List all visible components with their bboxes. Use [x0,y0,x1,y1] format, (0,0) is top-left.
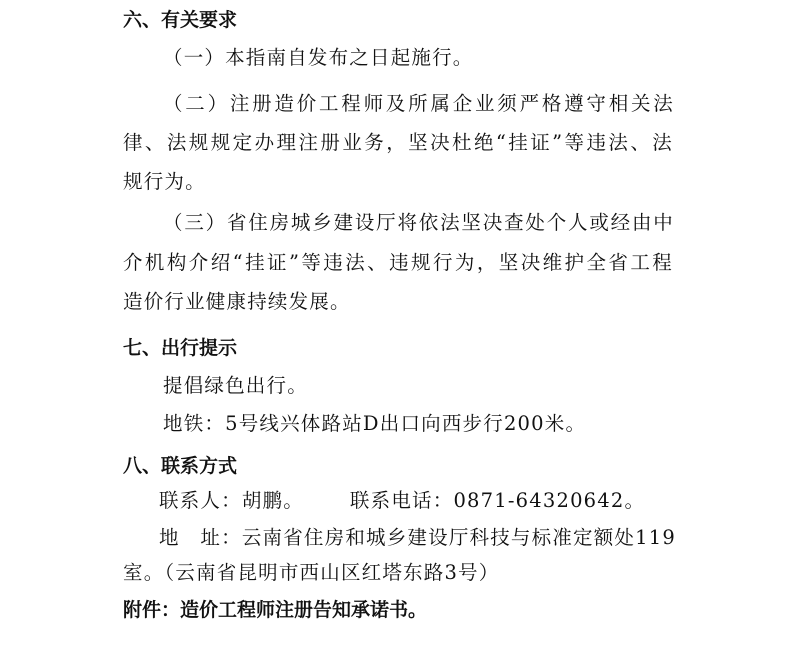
address-line-1: 云南省住房和城乡建设厅科技与标准定额处119 [241,526,676,549]
address-row [159,525,674,551]
section-6-item-3-line-1: （三）省住房城乡建设厅将依法坚决查处个人或经由中 [163,211,674,234]
contact-name: 胡鹏。 [241,489,304,512]
section-6-item-1: （一）本指南自发布之日起施行。 [163,46,474,69]
section-6-item-2-line-3: 规行为。 [123,170,206,193]
section-8-heading: 八、联系方式 [123,455,238,477]
section-7-line-1: 提倡绿色出行。 [163,374,308,397]
section-6-item-2-line-2: 律、法规规定办理注册业务，坚决杜绝“挂证”等违法、法 [123,131,673,154]
attachment-note: 附件：造价工程师注册告知承诺书。 [123,599,428,621]
section-6-item-3-line-2: 介机构介绍“挂证”等违法、违规行为，坚决维护全省工程 [123,251,673,274]
section-6-item-3-line-3: 造价行业健康持续发展。 [123,290,351,313]
section-7-heading: 七、出行提示 [123,337,238,359]
address-label: 地 址： [159,526,242,549]
section-6-item-2-line-1: （二）注册造价工程师及所属企业须严格遵守相关法 [163,92,674,115]
phone-label: 联系电话： [349,489,454,512]
phone-number: 0871-64320642。 [453,489,646,512]
contact-label: 联系人： [159,489,242,512]
section-7-line-2: 地铁：5号线兴体路站D出口向西步行200米。 [163,412,587,435]
address-line-2: 室。（云南省昆明市西山区红塔东路3号） [123,561,500,584]
contact-row [159,488,645,514]
section-6-heading: 六、有关要求 [123,9,238,31]
